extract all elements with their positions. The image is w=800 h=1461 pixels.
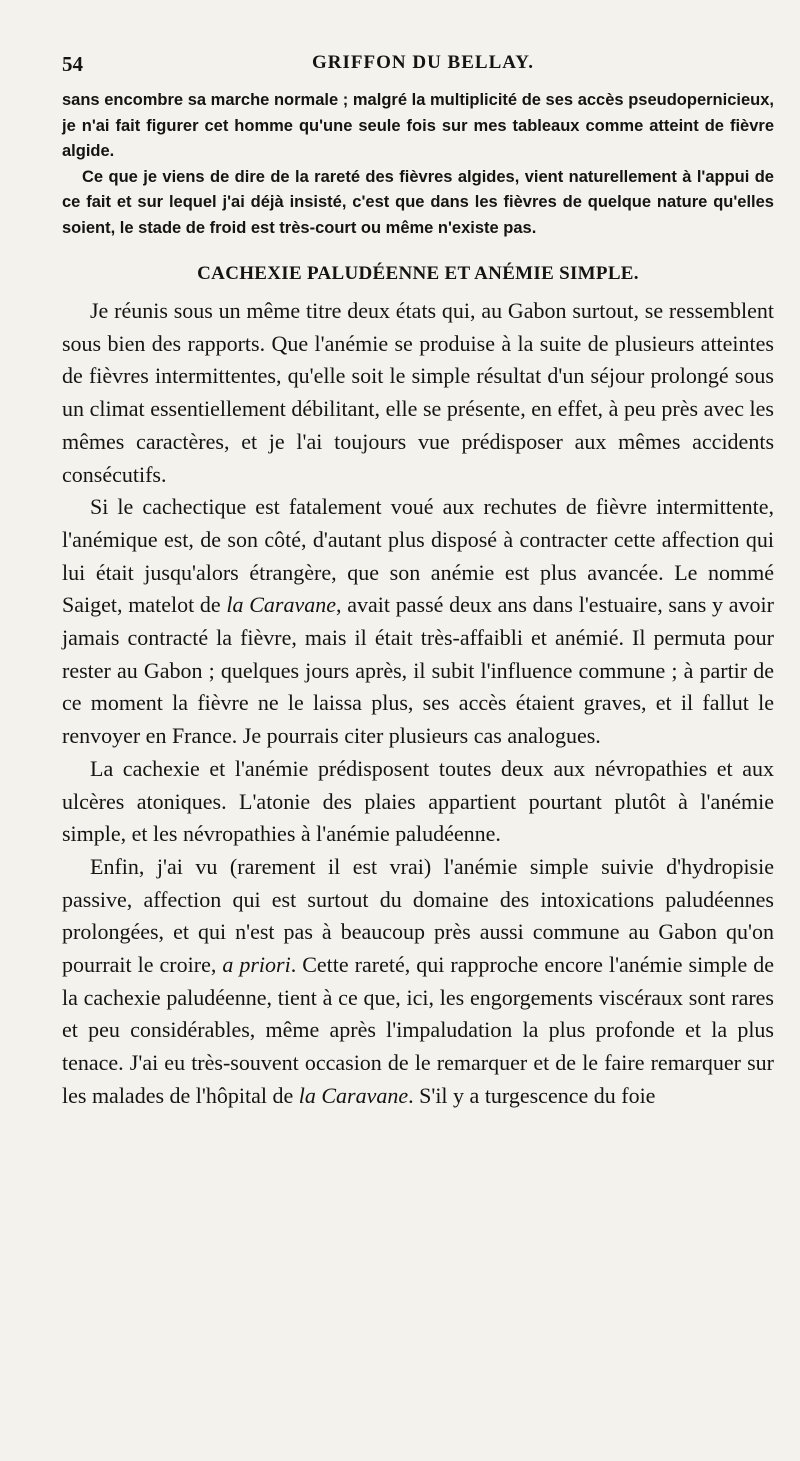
paragraph-4-part-a: Enfin, j'ai vu (rarement il est vrai) l'anémie simple suivie d'hydropisie passive, affection qui est surtout du domaine des intoxications paludéennes prolongées, et qui n'est pas à beaucoup près aussi commune au Gabon qu'on pourrait le croire, — [62, 853, 774, 978]
page-header — [62, 52, 774, 78]
paragraph-3: La cachexie et l'anémie prédisposent toutes deux aux névropathies et aux ulcères atoniques. L'atonie des plaies appartient pourtant plutôt à l'anémie simple, et les névropathies à l'anémie paludéenne. — [62, 755, 774, 847]
small-print-section — [62, 88, 774, 241]
paragraph-4-part-c: . S'il y a turgescence du foie — [408, 1082, 656, 1108]
paragraph-1: Je réunis sous un même titre deux états qui, au Gabon surtout, se ressemblent sous bien des rapports. Que l'anémie se produise à la suite de plusieurs atteintes de fièvres intermittentes, qu'elle soit le simple résultat d'un séjour prolongé sous un climat essentiellement débilitant, elle se présente, en effet, à peu près avec les mêmes caractères, et je l'ai toujours vue prédisposer aux mêmes accidents consécutifs. — [62, 298, 774, 487]
page-number: 54 — [62, 52, 83, 76]
latin-phrase-italic: a priori — [222, 952, 291, 978]
section-title: CACHEXIE PALUDÉENNE ET ANÉMIE SIMPLE. — [197, 263, 639, 284]
main-text — [62, 295, 774, 1113]
paragraph-2-part-b: , avait passé deux ans dans l'estuaire, sans y avoir jamais contracté la fièvre, mais il était très-affaibli et anémié. Il permuta pour rester au Gabon ; quelques jours après, il subit l'influence commune ; à partir de ce moment la fièvre ne le laissa plus, ses accès étaient graves, et il fallut le renvoyer en France. Je pourrais citer plusieurs cas analogues. — [62, 592, 774, 749]
ship-name-italic: la Caravane — [226, 592, 337, 618]
paragraph-4 — [62, 851, 774, 1113]
paragraph-2-part-a: Si le cachectique est fatalement voué aux rechutes de fièvre intermittente, l'anémique est, de son côté, d'autant plus disposé à contracter cette affection qui lui était jusqu'alors étrangère, que son anémie est plus avancée. Le nommé Saiget, matelot de — [62, 494, 774, 618]
small-paragraph-2: Ce que je viens de dire de la rareté des fièvres algides, vient naturellement à l'appui de ce fait et sur lequel j'ai déjà insisté, c'est que dans les fièvres de quelque nature qu'elles soient, le stade de froid est très-court ou même n'existe pas. — [62, 167, 774, 237]
paragraph-4-part-b: . Cette rareté, qui rapproche encore l'anémie simple de la cachexie paludéenne, tient à ce que, ici, les engorgements viscéraux sont rares et peu considérables, même après l'impaludation la plus profonde et la plus tenace. J'ai eu très-souvent occasion de le remarquer et de le faire remarquer sur les malades de l'hôpital de — [62, 952, 774, 1108]
book-page — [62, 52, 774, 1113]
paragraph-2 — [62, 491, 774, 753]
small-paragraph-1: sans encombre sa marche normale ; malgré la multiplicité de ses accès pseudopernicieux, je n'ai fait figurer cet homme qu'une seule fois sur mes tableaux comme atteint de fièvre algide. — [62, 91, 774, 160]
ship-name-italic-2: la Caravane — [298, 1082, 409, 1108]
running-head: GRIFFON DU BELLAY. — [312, 52, 534, 73]
